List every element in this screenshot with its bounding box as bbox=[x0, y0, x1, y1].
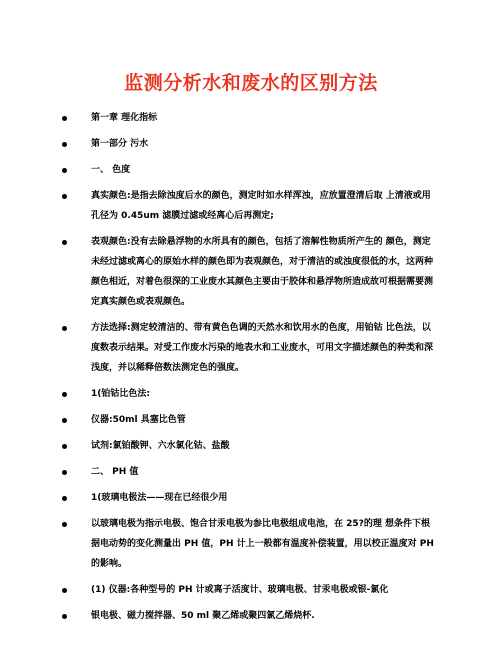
list-item bbox=[62, 606, 434, 626]
list-item bbox=[62, 514, 434, 574]
list-item bbox=[62, 186, 434, 226]
list-item-text: 表观颜色:没有去除悬浮物的水所具有的颜色，包括了溶解性物质所产生的 颜色，测定未经过滤或离心的原始水样的颜色即为表观颜色，对于清洁的或浊度很低的水，这两种颜色相近，对着色很深的工业废水其颜色主要由于胶体和悬浮物所造成故可根据需要测定真实颜色或表观颜色。 bbox=[91, 237, 434, 307]
bullet-icon bbox=[62, 418, 67, 423]
bullet-icon bbox=[62, 392, 67, 397]
bullet-icon bbox=[62, 588, 67, 593]
list-item-text: 1(玻璃电极法——现在已经很少用 bbox=[91, 493, 228, 503]
bullet-icon bbox=[62, 194, 67, 199]
bullet-icon bbox=[62, 168, 67, 173]
list-item-text: 一、 色度 bbox=[91, 165, 131, 175]
list-item bbox=[62, 488, 434, 508]
list-item-text: 方法选择:测定较清洁的、带有黄色色调的天然水和饮用水的色度，用铂钴 比色法，以度数表示结果。对受工作废水污染的地表水和工业废水，可用文字描述颜色的种类和深浅度，并以稀释倍数法测定色的强度。 bbox=[91, 323, 434, 373]
list-item bbox=[62, 134, 434, 154]
list-item-text: 真实颜色:是指去除浊度后水的颜色，测定时如水样浑浊，应放置澄清后取 上清液或用孔径为 0.45um 滤膜过滤或经离心后再测定; bbox=[91, 191, 431, 221]
list-item-text: 1(铂钴比色法: bbox=[91, 389, 150, 399]
bullet-icon bbox=[62, 470, 67, 475]
bullet-icon bbox=[62, 614, 67, 619]
list-item bbox=[62, 384, 434, 404]
bullet-icon bbox=[62, 522, 67, 527]
bullet-list bbox=[62, 108, 434, 632]
bullet-icon bbox=[62, 326, 67, 331]
list-item bbox=[62, 580, 434, 600]
list-item-text: 仪器:50ml 具塞比色管 bbox=[91, 415, 186, 425]
bullet-icon bbox=[62, 116, 67, 121]
bullet-icon bbox=[62, 496, 67, 501]
list-item-text: 第一部分 污水 bbox=[91, 139, 149, 149]
list-item bbox=[62, 232, 434, 312]
list-item-text: 第一章 理化指标 bbox=[91, 113, 158, 123]
bullet-icon bbox=[62, 240, 67, 245]
list-item bbox=[62, 108, 434, 128]
bullet-icon bbox=[62, 444, 67, 449]
list-item bbox=[62, 318, 434, 378]
list-item bbox=[62, 410, 434, 430]
list-item bbox=[62, 160, 434, 180]
list-item-text: 试剂:氯铂酸钾、六水氯化钴、盐酸 bbox=[91, 441, 230, 451]
list-item bbox=[62, 436, 434, 456]
list-item-text: 二、 PH 值 bbox=[91, 467, 139, 477]
list-item-text: 以玻璃电极为指示电极、饱合甘汞电极为参比电极组成电池，在 25?的理 想条件下根据电动势的变化测量出 PH 值，PH 计上一般都有温度补偿装置，用以校正温度对 PH 的影响。 bbox=[91, 519, 434, 569]
list-item-text: 银电极、磁力搅拌器、50 ml 聚乙烯或聚四氯乙烯烧杯. bbox=[91, 611, 315, 621]
bullet-icon bbox=[62, 142, 67, 147]
document-title: 监测分析水和废水的区别方法 bbox=[124, 72, 378, 94]
list-item-text: (1) 仪器:各种型号的 PH 计或离子活度计、玻璃电极、甘汞电极或银-氯化 bbox=[91, 585, 389, 595]
list-item bbox=[62, 462, 434, 482]
